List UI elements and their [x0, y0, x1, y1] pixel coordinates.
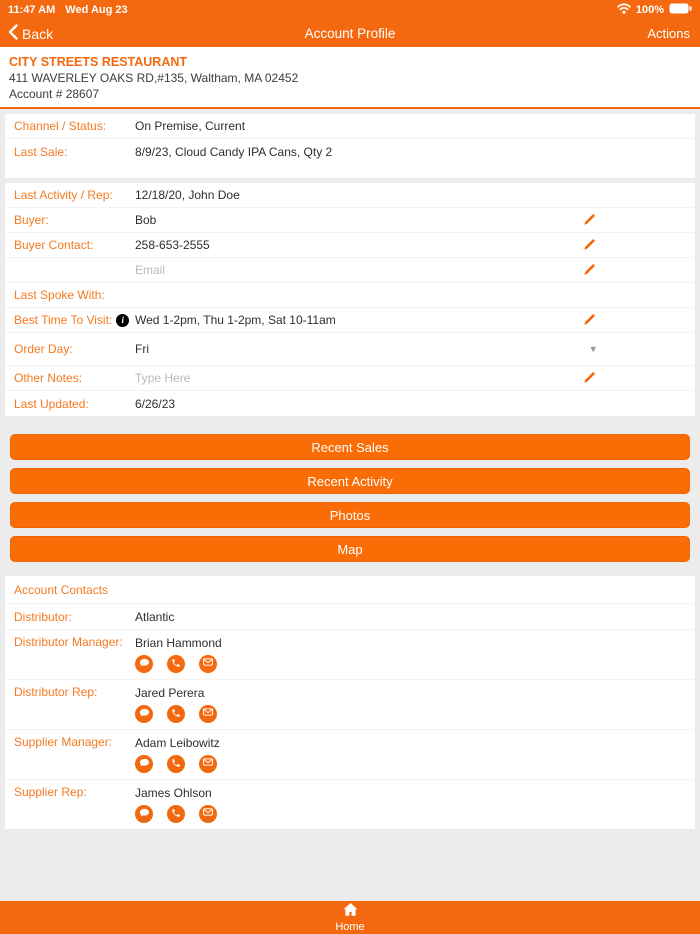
status-date: Wed Aug 23	[65, 4, 128, 16]
row-last-updated	[5, 391, 695, 416]
message-button[interactable]	[135, 805, 153, 823]
last-updated-label: Last Updated:	[14, 396, 89, 411]
order-day-label: Order Day:	[14, 342, 73, 356]
other-notes-label: Other Notes:	[14, 371, 83, 385]
row-distributor	[5, 604, 695, 630]
recent-sales-button[interactable]: Recent Sales	[10, 434, 690, 460]
distributor-value: Atlantic	[135, 609, 175, 624]
account-number: Account # 28607	[9, 87, 100, 101]
last-sale-value: 8/9/23, Cloud Candy IPA Cans, Qty 2	[135, 145, 333, 159]
buyer-contact-edit-pencil-icon[interactable]	[582, 238, 596, 252]
channel-status-label: Channel / Status:	[14, 119, 107, 133]
call-button[interactable]	[167, 805, 185, 823]
envelope-icon	[202, 755, 214, 773]
chat-icon	[139, 755, 150, 773]
row-distributor-rep	[5, 680, 695, 730]
supplier-rep-name: James Ohlson	[135, 786, 212, 800]
buyer-value: Bob	[135, 213, 157, 227]
back-button[interactable]	[8, 20, 53, 47]
chat-icon	[139, 805, 150, 823]
chat-icon	[139, 655, 150, 673]
call-button[interactable]	[167, 755, 185, 773]
nav-bar	[0, 20, 700, 47]
message-button[interactable]	[135, 655, 153, 673]
account-address: 411 WAVERLEY OAKS RD,#135, Waltham, MA 02452	[9, 71, 299, 85]
actions-button[interactable]: Actions	[647, 26, 690, 41]
back-label: Back	[22, 25, 54, 42]
battery-percent: 100%	[635, 4, 664, 16]
row-distributor-manager	[5, 630, 695, 680]
call-button[interactable]	[167, 655, 185, 673]
row-last-activity	[5, 183, 695, 208]
supplier-manager-name: Adam Leibowitz	[135, 736, 220, 750]
best-time-value: Wed 1-2pm, Thu 1-2pm, Sat 10-11am	[135, 313, 336, 327]
email-edit-pencil-icon[interactable]	[582, 263, 596, 277]
account-contacts-section	[5, 576, 695, 829]
page-title: Account Profile	[304, 26, 396, 41]
info-icon[interactable]: i	[116, 314, 129, 327]
caret-down-icon[interactable]: ▾	[590, 343, 596, 356]
buyer-contact-value: 258-653-2555	[135, 238, 210, 252]
status-time: 11:47 AM	[8, 4, 56, 16]
home-tab-button[interactable]	[0, 901, 700, 934]
row-best-time	[5, 308, 695, 333]
distributor-manager-label: Distributor Manager:	[14, 635, 123, 649]
last-activity-value: 12/18/20, John Doe	[135, 188, 240, 202]
distributor-rep-name: Jared Perera	[135, 686, 205, 700]
row-email	[5, 258, 695, 283]
email-field[interactable]: Email	[135, 263, 166, 277]
email-button[interactable]	[199, 805, 217, 823]
battery-icon	[669, 3, 692, 17]
channel-status-value: On Premise, Current	[135, 119, 246, 133]
status-bar	[0, 0, 700, 20]
envelope-icon	[202, 705, 214, 723]
best-time-edit-pencil-icon[interactable]	[582, 313, 596, 327]
row-buyer-contact	[5, 233, 695, 258]
contacts-header: Account Contacts	[5, 576, 695, 604]
distributor-manager-name: Brian Hammond	[135, 636, 222, 650]
row-last-spoke-with	[5, 283, 695, 308]
fields-group-2	[5, 183, 695, 416]
phone-icon	[171, 705, 181, 723]
distributor-rep-label: Distributor Rep:	[14, 685, 98, 699]
chat-icon	[139, 705, 150, 723]
envelope-icon	[202, 655, 214, 673]
other-notes-edit-pencil-icon[interactable]	[582, 371, 596, 385]
email-button[interactable]	[199, 755, 217, 773]
action-buttons	[10, 434, 690, 562]
buyer-edit-pencil-icon[interactable]	[582, 213, 596, 227]
other-notes-field[interactable]: Type Here	[135, 371, 191, 385]
order-day-select[interactable]: Fri	[135, 342, 149, 356]
row-last-sale	[5, 139, 695, 178]
buyer-label: Buyer:	[14, 213, 49, 227]
message-button[interactable]	[135, 705, 153, 723]
row-order-day	[5, 333, 695, 366]
buyer-contact-label: Buyer Contact:	[14, 238, 94, 252]
last-activity-label: Last Activity / Rep:	[14, 188, 113, 202]
chevron-left-icon	[8, 24, 18, 43]
wifi-icon	[617, 3, 631, 17]
fields-group-1	[5, 114, 695, 178]
phone-icon	[171, 655, 181, 673]
best-time-label: Best Time To Visit:	[14, 313, 113, 327]
row-buyer	[5, 208, 695, 233]
recent-activity-button[interactable]: Recent Activity	[10, 468, 690, 494]
home-icon	[343, 903, 358, 921]
home-label: Home	[335, 920, 365, 933]
message-button[interactable]	[135, 755, 153, 773]
phone-icon	[171, 755, 181, 773]
supplier-manager-label: Supplier Manager:	[14, 735, 113, 749]
row-supplier-manager	[5, 730, 695, 780]
row-supplier-rep	[5, 780, 695, 829]
row-other-notes	[5, 366, 695, 391]
photos-button[interactable]: Photos	[10, 502, 690, 528]
call-button[interactable]	[167, 705, 185, 723]
last-spoke-with-label: Last Spoke With:	[14, 288, 105, 302]
row-channel-status	[5, 114, 695, 139]
email-button[interactable]	[199, 655, 217, 673]
map-button[interactable]: Map	[10, 536, 690, 562]
last-sale-label: Last Sale:	[14, 145, 68, 159]
email-button[interactable]	[199, 705, 217, 723]
last-updated-value: 6/26/23	[135, 396, 176, 411]
phone-icon	[171, 805, 181, 823]
account-name: CITY STREETS RESTAURANT	[9, 55, 188, 69]
supplier-rep-label: Supplier Rep:	[14, 785, 87, 799]
distributor-label: Distributor:	[14, 609, 73, 624]
envelope-icon	[202, 805, 214, 823]
account-header	[0, 47, 700, 109]
